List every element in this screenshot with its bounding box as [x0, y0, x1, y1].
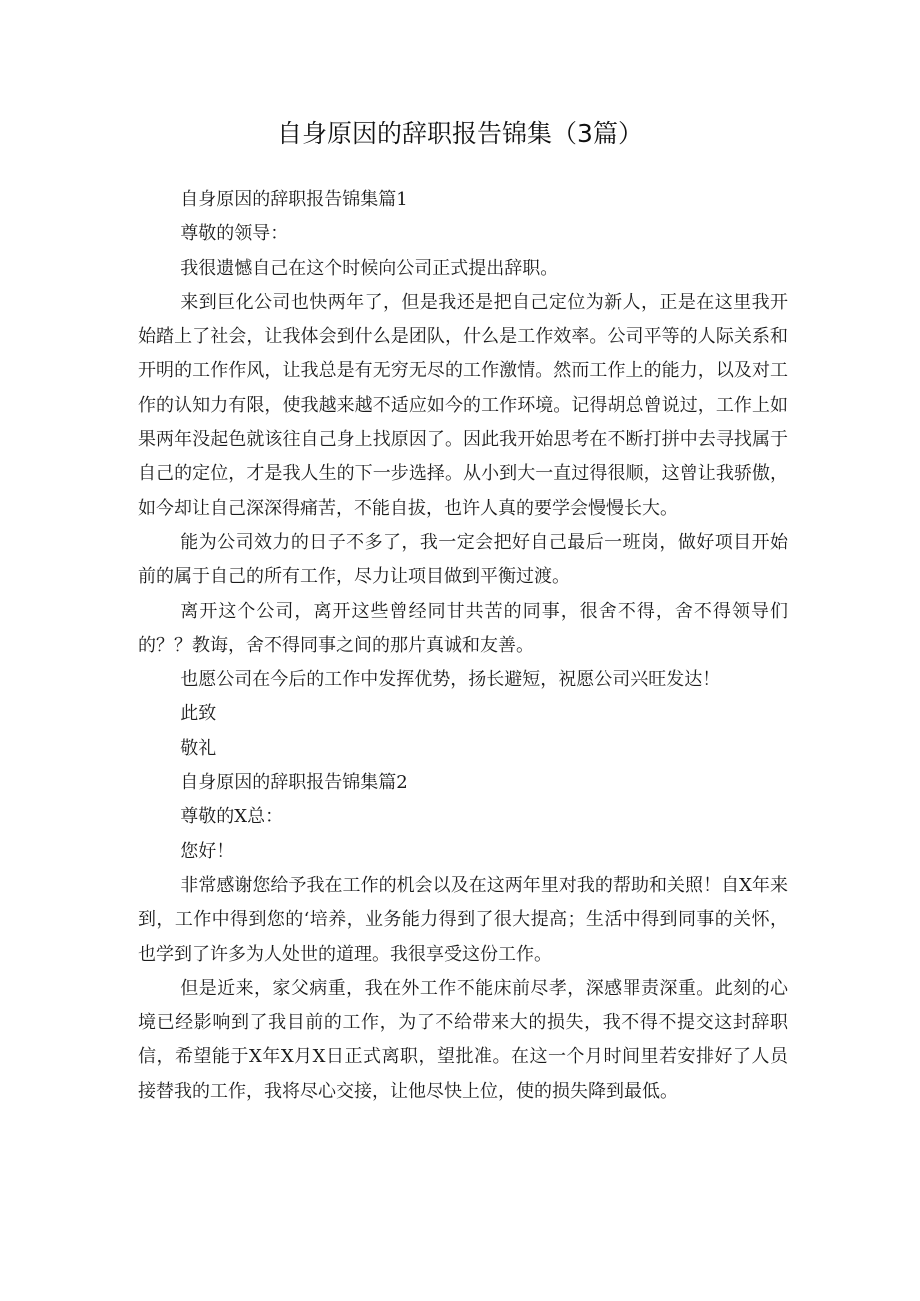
paragraph: 离开这个公司，离开这些曾经同甘共苦的同事，很舍不得，舍不得领导们的？？教诲，舍不得同事之间的那片真诚和友善。	[138, 600, 788, 656]
document-body	[138, 183, 788, 1109]
paragraph: 非常感谢您给予我在工作的机会以及在这两年里对我的帮助和关照！自X年来到，工作中得到您的‘培养，业务能力得到了很大提高；生活中得到同事的关怀，也学到了许多为人处世的道理。我很享受这份工作。	[138, 874, 788, 965]
salutation-2: 尊敬的X总：	[180, 806, 284, 828]
paragraph: 来到巨化公司也快两年了，但是我还是把自己定位为新人，正是在这里我开始踏上了社会，让我体会到什么是团队，什么是工作效率。公司平等的人际关系和开明的工作作风，让我总是有无穷无尽的工作激情。然而工作上的能力，以及对工作的认知力有限，使我越来越不适应如今的工作环境。记得胡总曾说过，工作上如果两年没起色就该往自己身上找原因了。因此我开始思考在不断打拼中去寻找属于自己的定位，才是我人生的下一步选择。从小到大一直过得很顺，这曾让我骄傲，如今却让自己深深得痛苦，不能自拔，也许人真的要学会慢慢长大。	[138, 291, 788, 519]
document-title: 自身原因的辞职报告锦集（3篇）	[277, 119, 643, 148]
paragraph: 但是近来，家父病重，我在外工作不能床前尽孝，深感罪责深重。此刻的心境已经影响到了我目前的工作，为了不给带来大的损失，我不得不提交这封辞职信，希望能于X年X月X日正式离职，望批准。在这一个月时间里若安排好了人员接替我的工作，我将尽心交接，让他尽快上位，使的损失降到最低。	[138, 977, 788, 1102]
section-heading-1: 自身原因的辞职报告锦集篇1	[180, 189, 408, 210]
paragraph: 也愿公司在今后的工作中发挥优势，扬长避短，祝愿公司兴旺发达！	[180, 669, 721, 691]
greeting: 您好！	[180, 840, 235, 862]
closing-line: 此致	[180, 703, 217, 725]
salutation-1: 尊敬的领导：	[180, 223, 289, 245]
closing-line: 敬礼	[180, 737, 217, 759]
section-heading-2: 自身原因的辞职报告锦集篇2	[180, 772, 408, 794]
paragraph: 能为公司效力的日子不多了，我一定会把好自己最后一班岗，做好项目开始前的属于自己的所有工作，尽力让项目做到平衡过渡。	[138, 531, 788, 588]
paragraph: 我很遗憾自己在这个时候向公司正式提出辞职。	[180, 257, 559, 279]
